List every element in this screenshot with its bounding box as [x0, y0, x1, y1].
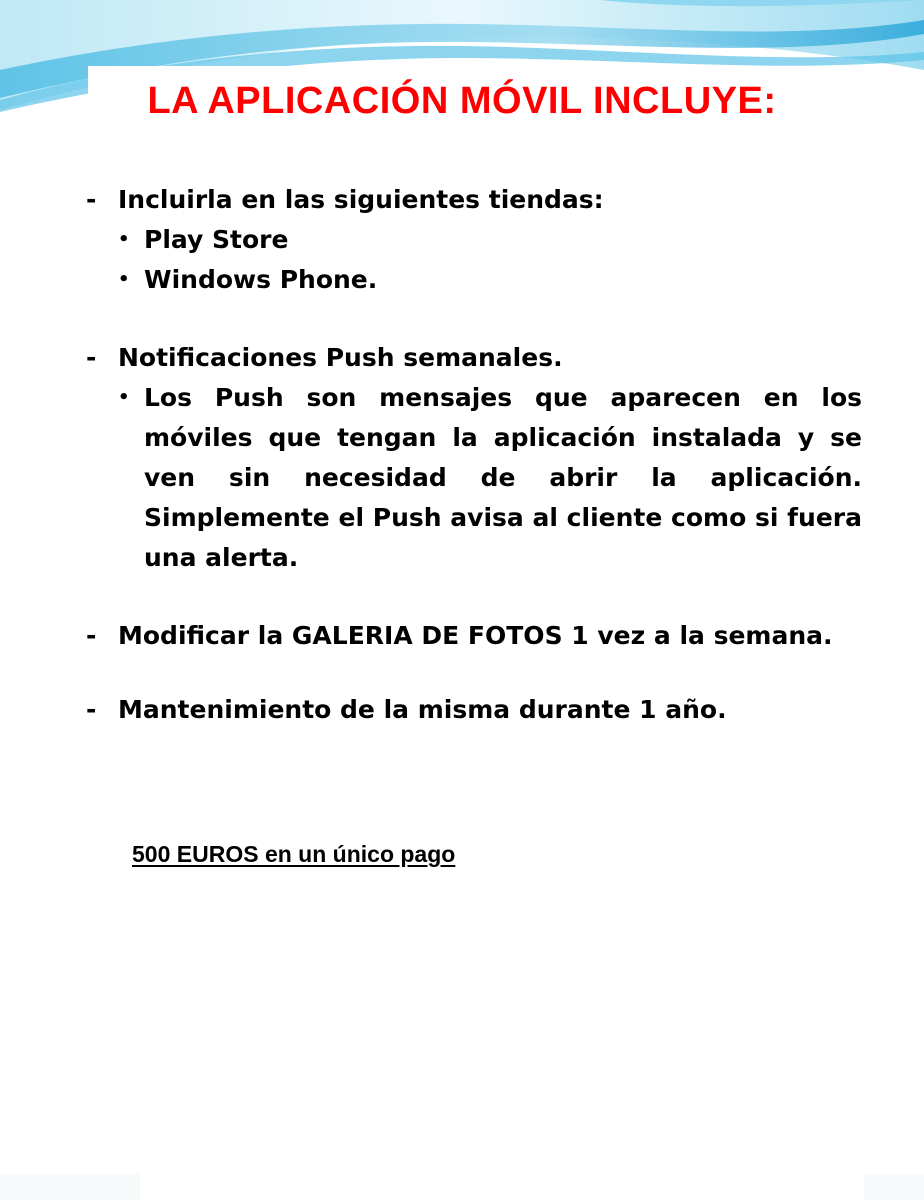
list-item-maintenance — [86, 690, 862, 730]
push-sublist — [86, 378, 862, 578]
dash-marker: - — [86, 695, 97, 724]
list-item-text: Modificar la GALERIA DE FOTOS 1 vez a la semana. — [118, 621, 833, 650]
sub-item-text: Los Push son mensajes que aparecen en los móviles que tengan la aplicación instalada y se ven sin necesidad de abrir la aplicación. Simplemente el Push avisa al cliente como si fuera una alerta. — [144, 383, 862, 572]
price-text: 500 EUROS en un único pago — [132, 841, 456, 867]
sub-item-push-description — [86, 378, 862, 578]
sub-item-play-store — [86, 220, 862, 260]
sub-item-text: Windows Phone. — [144, 265, 378, 294]
dash-marker: - — [86, 185, 97, 214]
list-item-text: Notificaciones Push semanales. — [118, 343, 563, 372]
sub-item-windows-phone — [86, 260, 862, 300]
sub-item-text: Play Store — [144, 225, 289, 254]
bullet-icon: • — [118, 229, 130, 250]
list-item-gallery — [86, 616, 862, 656]
store-sublist — [86, 220, 862, 300]
content-list — [86, 180, 862, 730]
list-item-text: Incluirla en las siguientes tiendas: — [118, 185, 604, 214]
list-item-text: Mantenimiento de la misma durante 1 año. — [118, 695, 727, 724]
page-title: LA APLICACIÓN MÓVIL INCLUYE: — [147, 80, 777, 122]
list-item-push — [86, 338, 862, 378]
dash-marker: - — [86, 621, 97, 650]
bottom-left-decoration — [0, 1174, 140, 1200]
dash-marker: - — [86, 343, 97, 372]
bullet-icon: • — [118, 269, 130, 290]
bottom-right-decoration — [864, 1174, 924, 1200]
bullet-icon: • — [118, 387, 130, 408]
list-item-stores — [86, 180, 862, 220]
